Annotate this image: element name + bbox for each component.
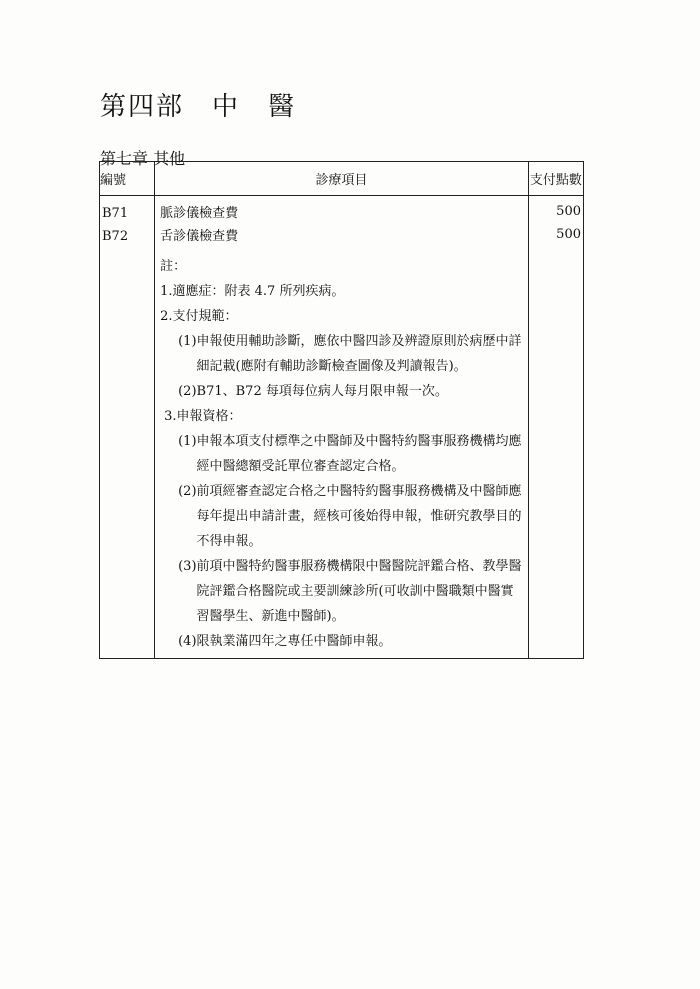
note-qualification-heading: 3.申報資格：: [164, 409, 242, 424]
payment-item-number: (2): [178, 384, 197, 399]
qualification-item-number: (1): [178, 434, 197, 449]
code-b71: B71: [102, 206, 129, 221]
header-code: 編號: [100, 162, 155, 196]
note-payment-heading: 2.支付規範：: [160, 309, 238, 324]
table-body-row: [100, 196, 584, 659]
item-b72: 舌診儀檢查費: [160, 229, 239, 244]
payment-item-text: 申報使用輔助診斷，應依中醫四診及辨證原則於病歷中詳細記載(應附有輔助診斷檢查圖像及判讀報告)。: [196, 334, 522, 374]
qualification-item: [160, 629, 524, 654]
table-header-row: [100, 162, 584, 196]
qualification-item: [160, 479, 524, 554]
code-b72: B72: [102, 229, 129, 244]
code-cell: [100, 196, 155, 659]
fee-b72: 500: [556, 227, 581, 242]
qualification-item-text: 限執業滿四年之專任中醫師申報。: [196, 634, 392, 649]
fee-b71: 500: [556, 204, 581, 219]
fee-cell: [528, 196, 583, 659]
payment-item: [160, 329, 524, 379]
item-b71: 脈診儀檢查費: [160, 206, 239, 221]
chapter-title: 第七章 其他: [100, 149, 186, 168]
header-fee: 支付點數: [528, 162, 583, 196]
qualification-item-number: (3): [178, 559, 197, 574]
qualification-item-number: (2): [178, 484, 197, 499]
qualification-item-number: (4): [178, 634, 197, 649]
note-indication: 1.適應症：附表 4.7 所列疾病。: [160, 284, 345, 299]
qualification-item-text: 前項經審查認定合格之中醫特約醫事服務機構及中醫師應每年提出申請計畫，經核可後始得申報，惟研究教學目的不得申報。: [196, 484, 522, 549]
item-cell: [155, 196, 529, 659]
payment-item: [160, 379, 524, 404]
part-title: 第四部 中 醫: [100, 92, 297, 122]
qualification-item-text: 前項中醫特約醫事服務機構限中醫醫院評鑑合格、教學醫院評鑑合格醫院或主要訓練診所(可收訓中醫職類中醫實習醫學生、新進中醫師)。: [196, 559, 522, 624]
qualification-item: [160, 429, 524, 479]
header-item: 診療項目: [155, 162, 529, 196]
payment-item-text: B71、B72 每項每位病人每月限申報一次。: [196, 384, 448, 399]
fee-table: [99, 161, 584, 659]
payment-item-number: (1): [178, 334, 197, 349]
notes-heading: 註：: [160, 259, 187, 274]
qualification-item: [160, 554, 524, 629]
qualification-item-text: 申報本項支付標準之中醫師及中醫特約醫事服務機構均應經中醫總額受託單位審查認定合格。: [196, 434, 522, 474]
